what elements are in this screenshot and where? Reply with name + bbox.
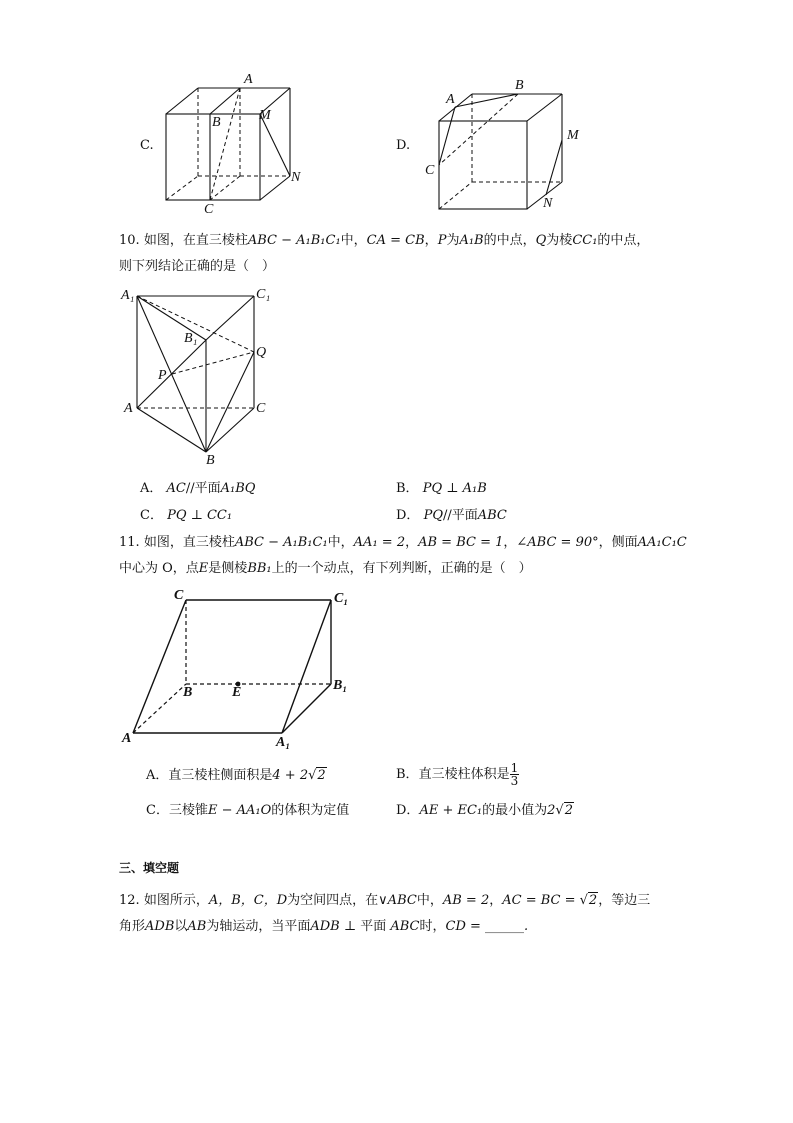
fig-c-label-m: M	[259, 108, 271, 123]
option-letter: D．	[396, 508, 420, 523]
q11-math: BB₁	[247, 561, 272, 576]
option-radicand: 2	[317, 768, 326, 783]
q10-label-b1: B₁	[184, 331, 198, 346]
q11-math: ABC − A₁B₁C₁	[234, 535, 328, 550]
q12-math: ABC	[390, 919, 420, 934]
q11-text: ，侧面	[598, 535, 638, 550]
option-radicand: 2	[564, 803, 573, 818]
q11-label-e: E	[232, 685, 242, 700]
option-letter: D．	[396, 803, 420, 818]
option-letter: A．	[146, 768, 169, 783]
q10-text: 为棱	[546, 233, 573, 248]
q11-option-a[interactable]: A．直三棱柱侧面积是4 + 2√2	[146, 768, 326, 783]
option-letter: C．	[146, 803, 169, 818]
q11-text: 中心为 O，点	[119, 561, 199, 576]
q10-text: ，	[424, 233, 438, 248]
q11-label-c1: C₁	[334, 591, 349, 606]
q10-text: 中，	[340, 233, 367, 248]
option-math: ABC	[477, 508, 507, 523]
fig-d-label-c: C	[425, 163, 435, 178]
option-math: AC	[166, 481, 186, 496]
q12-text: 时，	[419, 919, 446, 934]
q10-text: 为	[446, 233, 460, 248]
q11-label-b1: B₁	[333, 678, 348, 693]
q10-label-b: B	[206, 453, 215, 468]
q10-math: CC₁	[572, 233, 598, 248]
q11-text: ，	[405, 535, 419, 550]
q10-label-p: P	[158, 368, 167, 383]
q11-math: AA₁C₁C	[637, 535, 687, 550]
q12-number: 12.	[119, 893, 140, 908]
q12-text: 以	[174, 919, 188, 934]
q11-label-a: A	[122, 731, 132, 746]
fig-c-label-n: N	[291, 170, 301, 185]
q12-line2	[119, 918, 528, 936]
q12-math: A，B，C，D	[208, 893, 288, 908]
q11-text: 是侧棱	[208, 561, 248, 576]
q11-text: 中，	[327, 535, 354, 550]
option-math: 4 + 2	[272, 768, 309, 783]
q12-text: ，	[489, 893, 503, 908]
option-text: //平面	[442, 508, 478, 523]
q10-text: 的中点，	[483, 233, 536, 248]
q12-math: ADB	[145, 919, 175, 934]
q12-text: ⊥ 平面	[339, 919, 391, 934]
option-c-label: C.	[140, 138, 154, 153]
q10-math: ABC − A₁B₁C₁	[247, 233, 341, 248]
q12-math: AB = 2	[442, 893, 490, 908]
q12-text: 为空间四点，在	[287, 893, 379, 908]
q10-label-q: Q	[256, 345, 267, 360]
q11-math: E	[198, 561, 209, 576]
q10-label-c: C	[256, 401, 266, 416]
q12-text: 为轴运动，当平面	[206, 919, 311, 934]
q10-label-c1: C₁	[256, 287, 271, 302]
option-text: 三棱锥	[168, 803, 208, 818]
q12-math: AB	[187, 919, 207, 934]
q11-text: 如图，直三棱柱	[143, 535, 235, 550]
fig-c-label-c: C	[204, 202, 214, 217]
option-text: 直三棱柱体积是	[418, 767, 510, 782]
option-text: 直三棱柱侧面积是	[168, 768, 273, 783]
option-text: 的最小值为	[482, 803, 548, 818]
q12-text: 中，	[416, 893, 443, 908]
q12-line1: 12. 如图所示，A，B，C，D为空间四点，在∨ABC中，AB = 2，AC = BC = √2，等边三	[119, 893, 651, 908]
fig-d-label-m: M	[567, 128, 579, 143]
q10-text: 如图，在直三棱柱	[143, 233, 248, 248]
option-d-label: D.	[396, 138, 411, 153]
q11-math: AB = BC = 1	[418, 535, 504, 550]
q11-text: ，	[503, 535, 517, 550]
option-math: A₁BQ	[220, 481, 256, 496]
q10-number: 10.	[119, 233, 140, 248]
fraction	[510, 762, 520, 787]
q11-label-c: C	[174, 588, 184, 603]
option-math: PQ ⊥ CC₁	[167, 508, 233, 523]
q10-math: P	[437, 233, 447, 248]
fig-d-label-b: B	[515, 78, 524, 93]
option-letter: C．	[140, 508, 163, 523]
q11-label-a1: A₁	[276, 735, 291, 750]
fig-c-label-b: B	[212, 115, 221, 130]
option-letter: A．	[140, 481, 163, 496]
fig-c-label-a: A	[244, 72, 253, 87]
q10-math: A₁B	[459, 233, 484, 248]
q10-label-a: A	[124, 401, 133, 416]
fig-d-label-a: A	[446, 92, 455, 107]
q12-math: AC = BC =	[502, 893, 580, 908]
q11-math: ∠ABC = 90°	[516, 535, 599, 550]
option-math: 2	[547, 803, 556, 818]
q10-text: 的中点，	[597, 233, 650, 248]
q12-math: ∨ABC	[378, 893, 417, 908]
q12-text: 如图所示，	[143, 893, 209, 908]
option-letter: B．	[396, 481, 419, 496]
fraction-numerator: 1	[510, 761, 519, 775]
q11-option-c[interactable]	[146, 802, 349, 820]
q10-stem-line2: 则下列结论正确的是（ ）	[119, 259, 276, 274]
option-math: PQ ⊥ A₁B	[422, 481, 487, 496]
option-text: 的体积为定值	[271, 803, 350, 818]
option-math: E − AA₁O	[207, 803, 272, 818]
q11-option-b[interactable]	[396, 762, 519, 787]
q11-label-b: B	[183, 685, 193, 700]
option-math: AE + EC₁	[419, 803, 483, 818]
option-text: //平面	[185, 481, 221, 496]
q10-math: Q	[535, 233, 547, 248]
option-letter: B．	[396, 767, 419, 782]
q11-math: AA₁ = 2	[353, 535, 406, 550]
q12-text: ，等边三	[598, 893, 651, 908]
q10-label-a1: A₁	[121, 288, 135, 303]
q11-text: 上的一个动点，有下列判断，正确的是（ ）	[271, 561, 532, 576]
fraction-denominator: 3	[510, 774, 519, 788]
q11-option-d[interactable]: D．AE + EC₁的最小值为2√2	[396, 803, 573, 818]
option-math: PQ	[423, 508, 443, 523]
q12-radicand: 2	[588, 893, 598, 908]
q10-math: CA = CB	[366, 233, 425, 248]
q12-answer-blank: CD = ______.	[445, 919, 529, 934]
q11-number: 11.	[119, 535, 140, 550]
fig-d-label-n: N	[543, 196, 553, 211]
q12-text: 角形	[119, 919, 146, 934]
q12-math: ADB	[310, 919, 340, 934]
section-title: 三、填空题	[119, 861, 180, 875]
